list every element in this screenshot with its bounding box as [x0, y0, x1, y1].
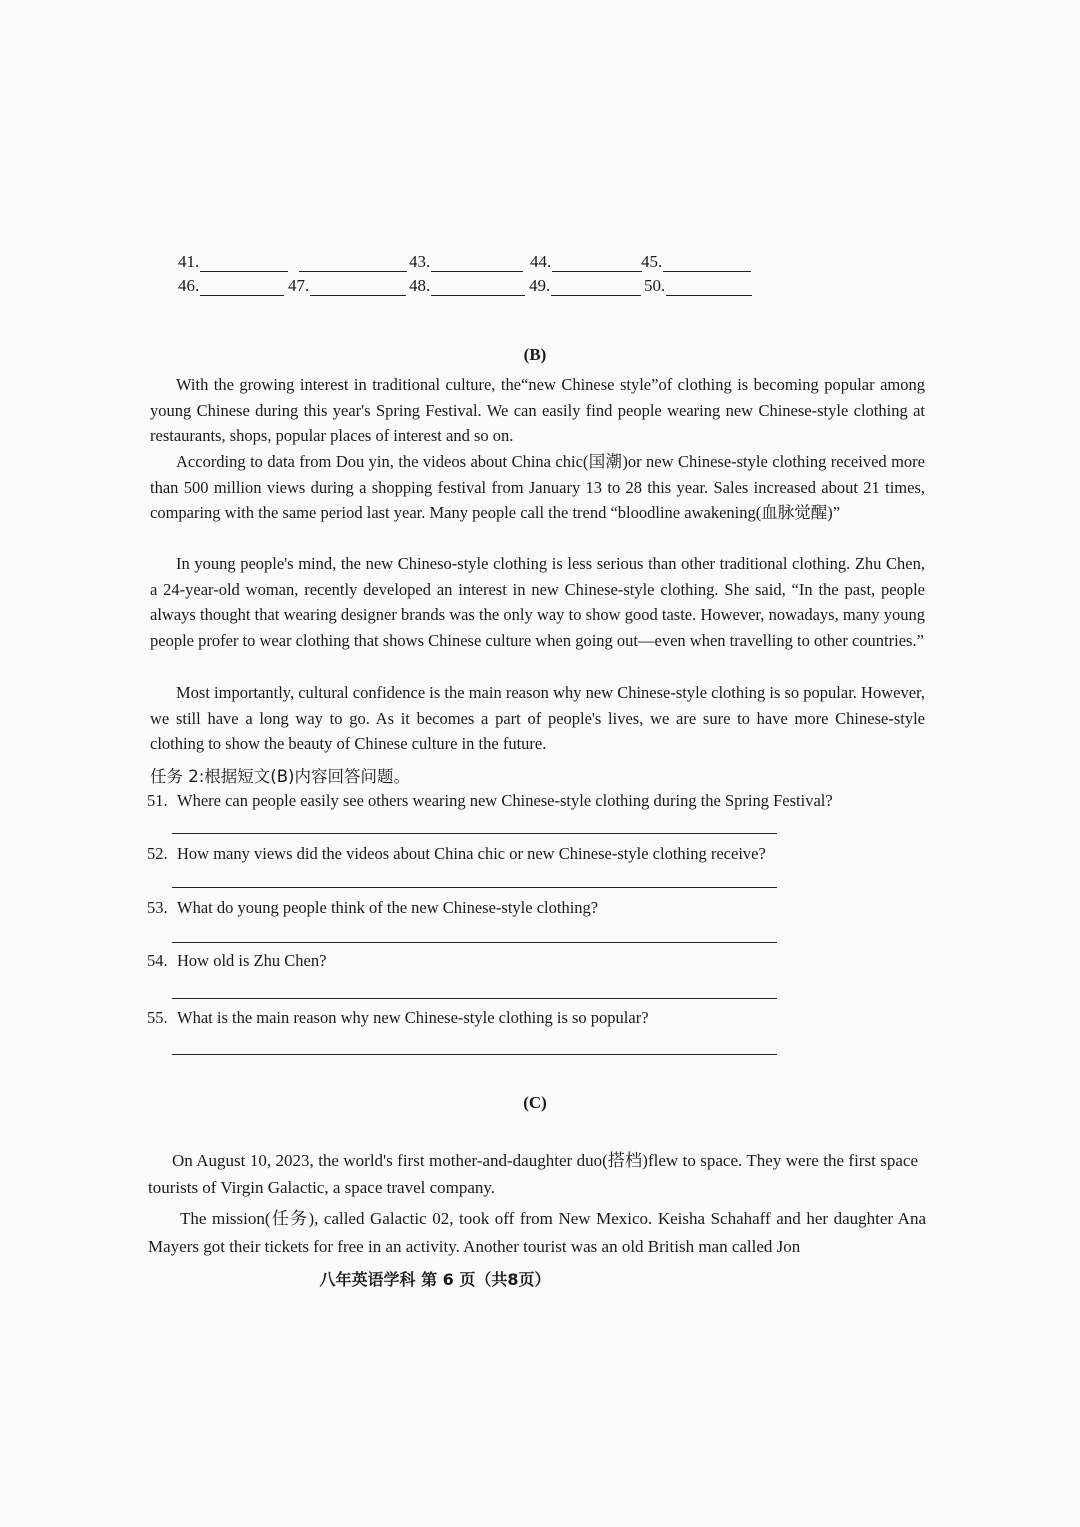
section-b-title: (B)	[523, 345, 547, 364]
answer-blanks-row-1	[178, 252, 758, 276]
blank-48[interactable]: 48.	[409, 276, 525, 296]
answer-line-51[interactable]	[172, 833, 777, 834]
section-c-paragraph-1: On August 10, 2023, the world's first mother-and-daughter duo(搭档)flew to space. They were the first space tourists of Virgin Galactic, a space travel company.	[148, 1151, 918, 1197]
blank-47[interactable]: 47.	[288, 276, 406, 296]
answer-blanks-row-2	[178, 276, 758, 300]
question-53: 53. What do young people think of the new Chinese-style clothing?	[147, 898, 599, 917]
blank-41[interactable]: 41.	[178, 252, 288, 272]
blank-50[interactable]: 50.	[644, 276, 752, 296]
section-c-title: (C)	[523, 1093, 547, 1112]
question-52: 52. How many views did the videos about China chic or new Chinese-style clothing receive?	[147, 844, 766, 863]
task-2-instruction: 任务 2:根据短文(B)内容回答问题。	[150, 767, 410, 786]
question-54: 54. How old is Zhu Chen?	[147, 951, 327, 970]
question-55: 55. What is the main reason why new Chinese-style clothing is so popular?	[147, 1008, 649, 1027]
section-c-paragraph-2: The mission(任务), called Galactic 02, took off from New Mexico. Keisha Schahaff and her daughter Ana Mayers got their tickets for free in an activity. Another tourist was an old British man called Jon	[148, 1209, 926, 1256]
question-51: 51. Where can people easily see others wearing new Chinese-style clothing during the Spring Festival?	[147, 791, 833, 810]
blank-46[interactable]: 46.	[178, 276, 284, 296]
section-b-paragraph-1: With the growing interest in traditional culture, the“new Chinese style”of clothing is becoming popular among young Chinese during this year's Spring Festival. We can easily find people wearing new Chinese-style clothing at restaurants, shops, popular places of interest and so on.	[150, 375, 925, 446]
answer-line-53[interactable]	[172, 942, 777, 943]
blank-45[interactable]: 45.	[641, 252, 751, 272]
blank-42[interactable]	[298, 252, 407, 272]
blank-49[interactable]: 49.	[529, 276, 641, 296]
page-footer: 八年英语学科 第 6 页（共8页）	[319, 1270, 551, 1289]
section-b-paragraph-2: According to data from Dou yin, the videos about China chic(国潮)or new Chinese-style clothing received more than 500 million views during a shopping festival from January 13 to 28 this year. Sales increased about 21 times, comparing with the same period last year. Many people call the trend “bloodline awakening(血脉觉醒)”	[150, 452, 925, 523]
section-b-paragraph-3: In young people's mind, the new Chineso-style clothing is less serious than other traditional clothing. Zhu Chen, a 24-year-old woman, recently developed an interest in new Chinese-style clothing. She said, “In the past, people always thought that wearing designer brands was the only way to show good taste. However, nowadays, many young people profer to wear clothing that shows Chinese culture when going out—even when travelling to other countries.”	[150, 554, 925, 650]
blank-44[interactable]: 44.	[530, 252, 642, 272]
answer-line-54[interactable]	[172, 998, 777, 999]
answer-line-52[interactable]	[172, 887, 777, 888]
blank-43[interactable]: 43.	[409, 252, 523, 272]
section-b-paragraph-4: Most importantly, cultural confidence is the main reason why new Chinese-style clothing is so popular. However, we still have a long way to go. As it becomes a part of people's lives, we are sure to have more Chinese-style clothing to show the beauty of Chinese culture in the future.	[150, 683, 925, 754]
answer-line-55[interactable]	[172, 1054, 777, 1055]
